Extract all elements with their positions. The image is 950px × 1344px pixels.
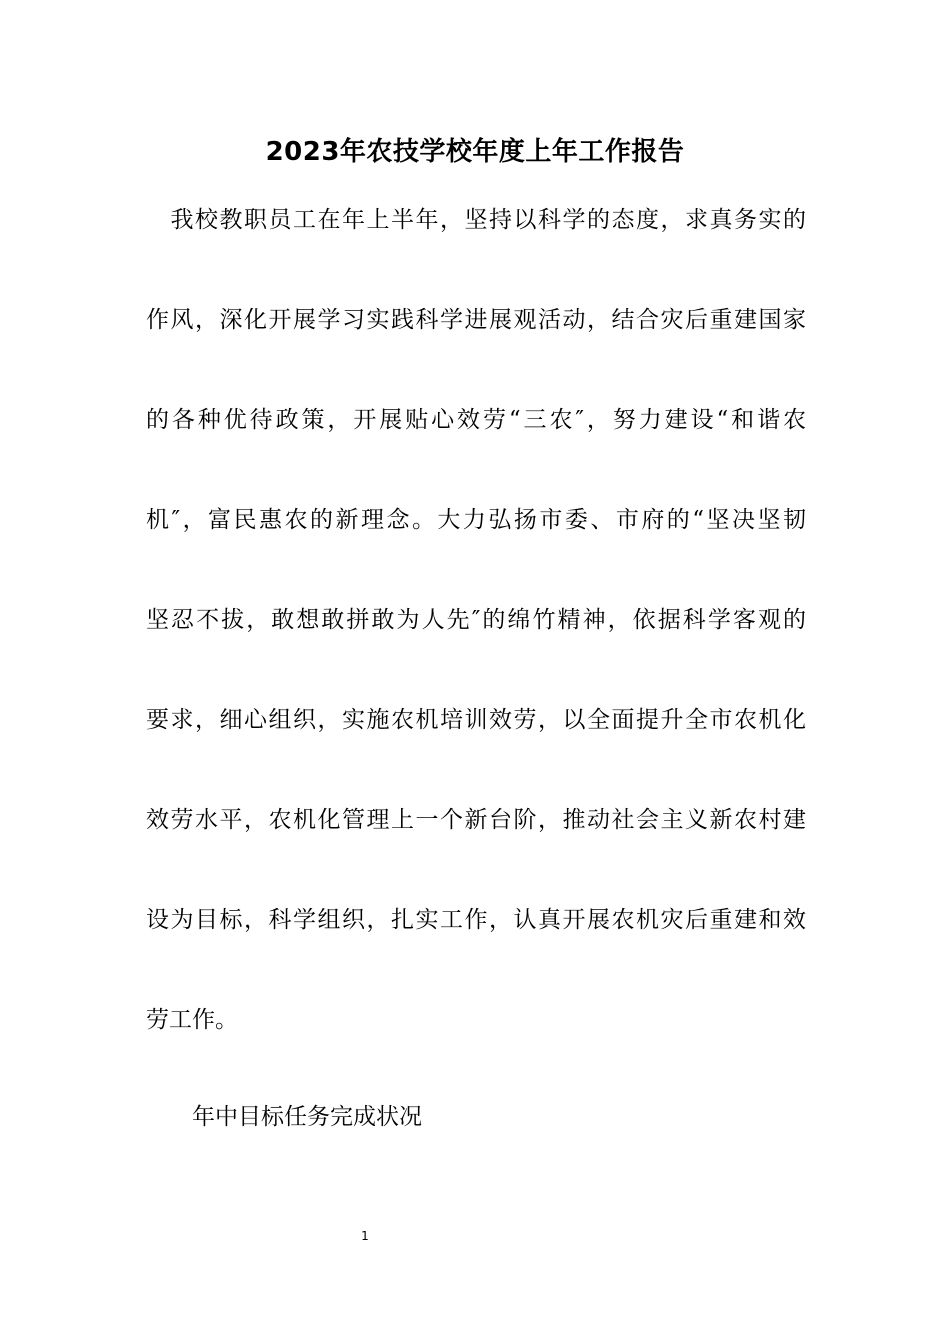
paragraph-line: 作风，深化开展学习实践科学进展观活动，结合灾后重建国家 (146, 307, 806, 333)
section-heading: 年中目标任务完成状况 (192, 1104, 422, 1130)
page-number: 1 (361, 1229, 369, 1243)
paragraph-line: 要求，细心组织，实施农机培训效劳，以全面提升全市农机化 (146, 707, 806, 733)
document-title: 2023年农技学校年度上年工作报告 (265, 137, 685, 167)
paragraph-line: 机″，富民惠农的新理念。大力弘扬市委、市府的“坚决坚韧 (146, 507, 806, 533)
paragraph-line: 效劳水平，农机化管理上一个新台阶，推动社会主义新农村建 (146, 807, 806, 833)
paragraph-line: 坚忍不拔，敢想敢拼敢为人先″的绵竹精神，依据科学客观的 (146, 607, 806, 633)
paragraph-line: 劳工作。 (146, 1007, 238, 1033)
paragraph-line: 的各种优待政策，开展贴心效劳“三农″，努力建设“和谐农 (146, 407, 806, 433)
paragraph-line: 设为目标，科学组织，扎实工作，认真开展农机灾后重建和效 (146, 907, 806, 933)
paragraph-line: 我校教职员工在年上半年，坚持以科学的态度，求真务实的 (146, 207, 806, 233)
